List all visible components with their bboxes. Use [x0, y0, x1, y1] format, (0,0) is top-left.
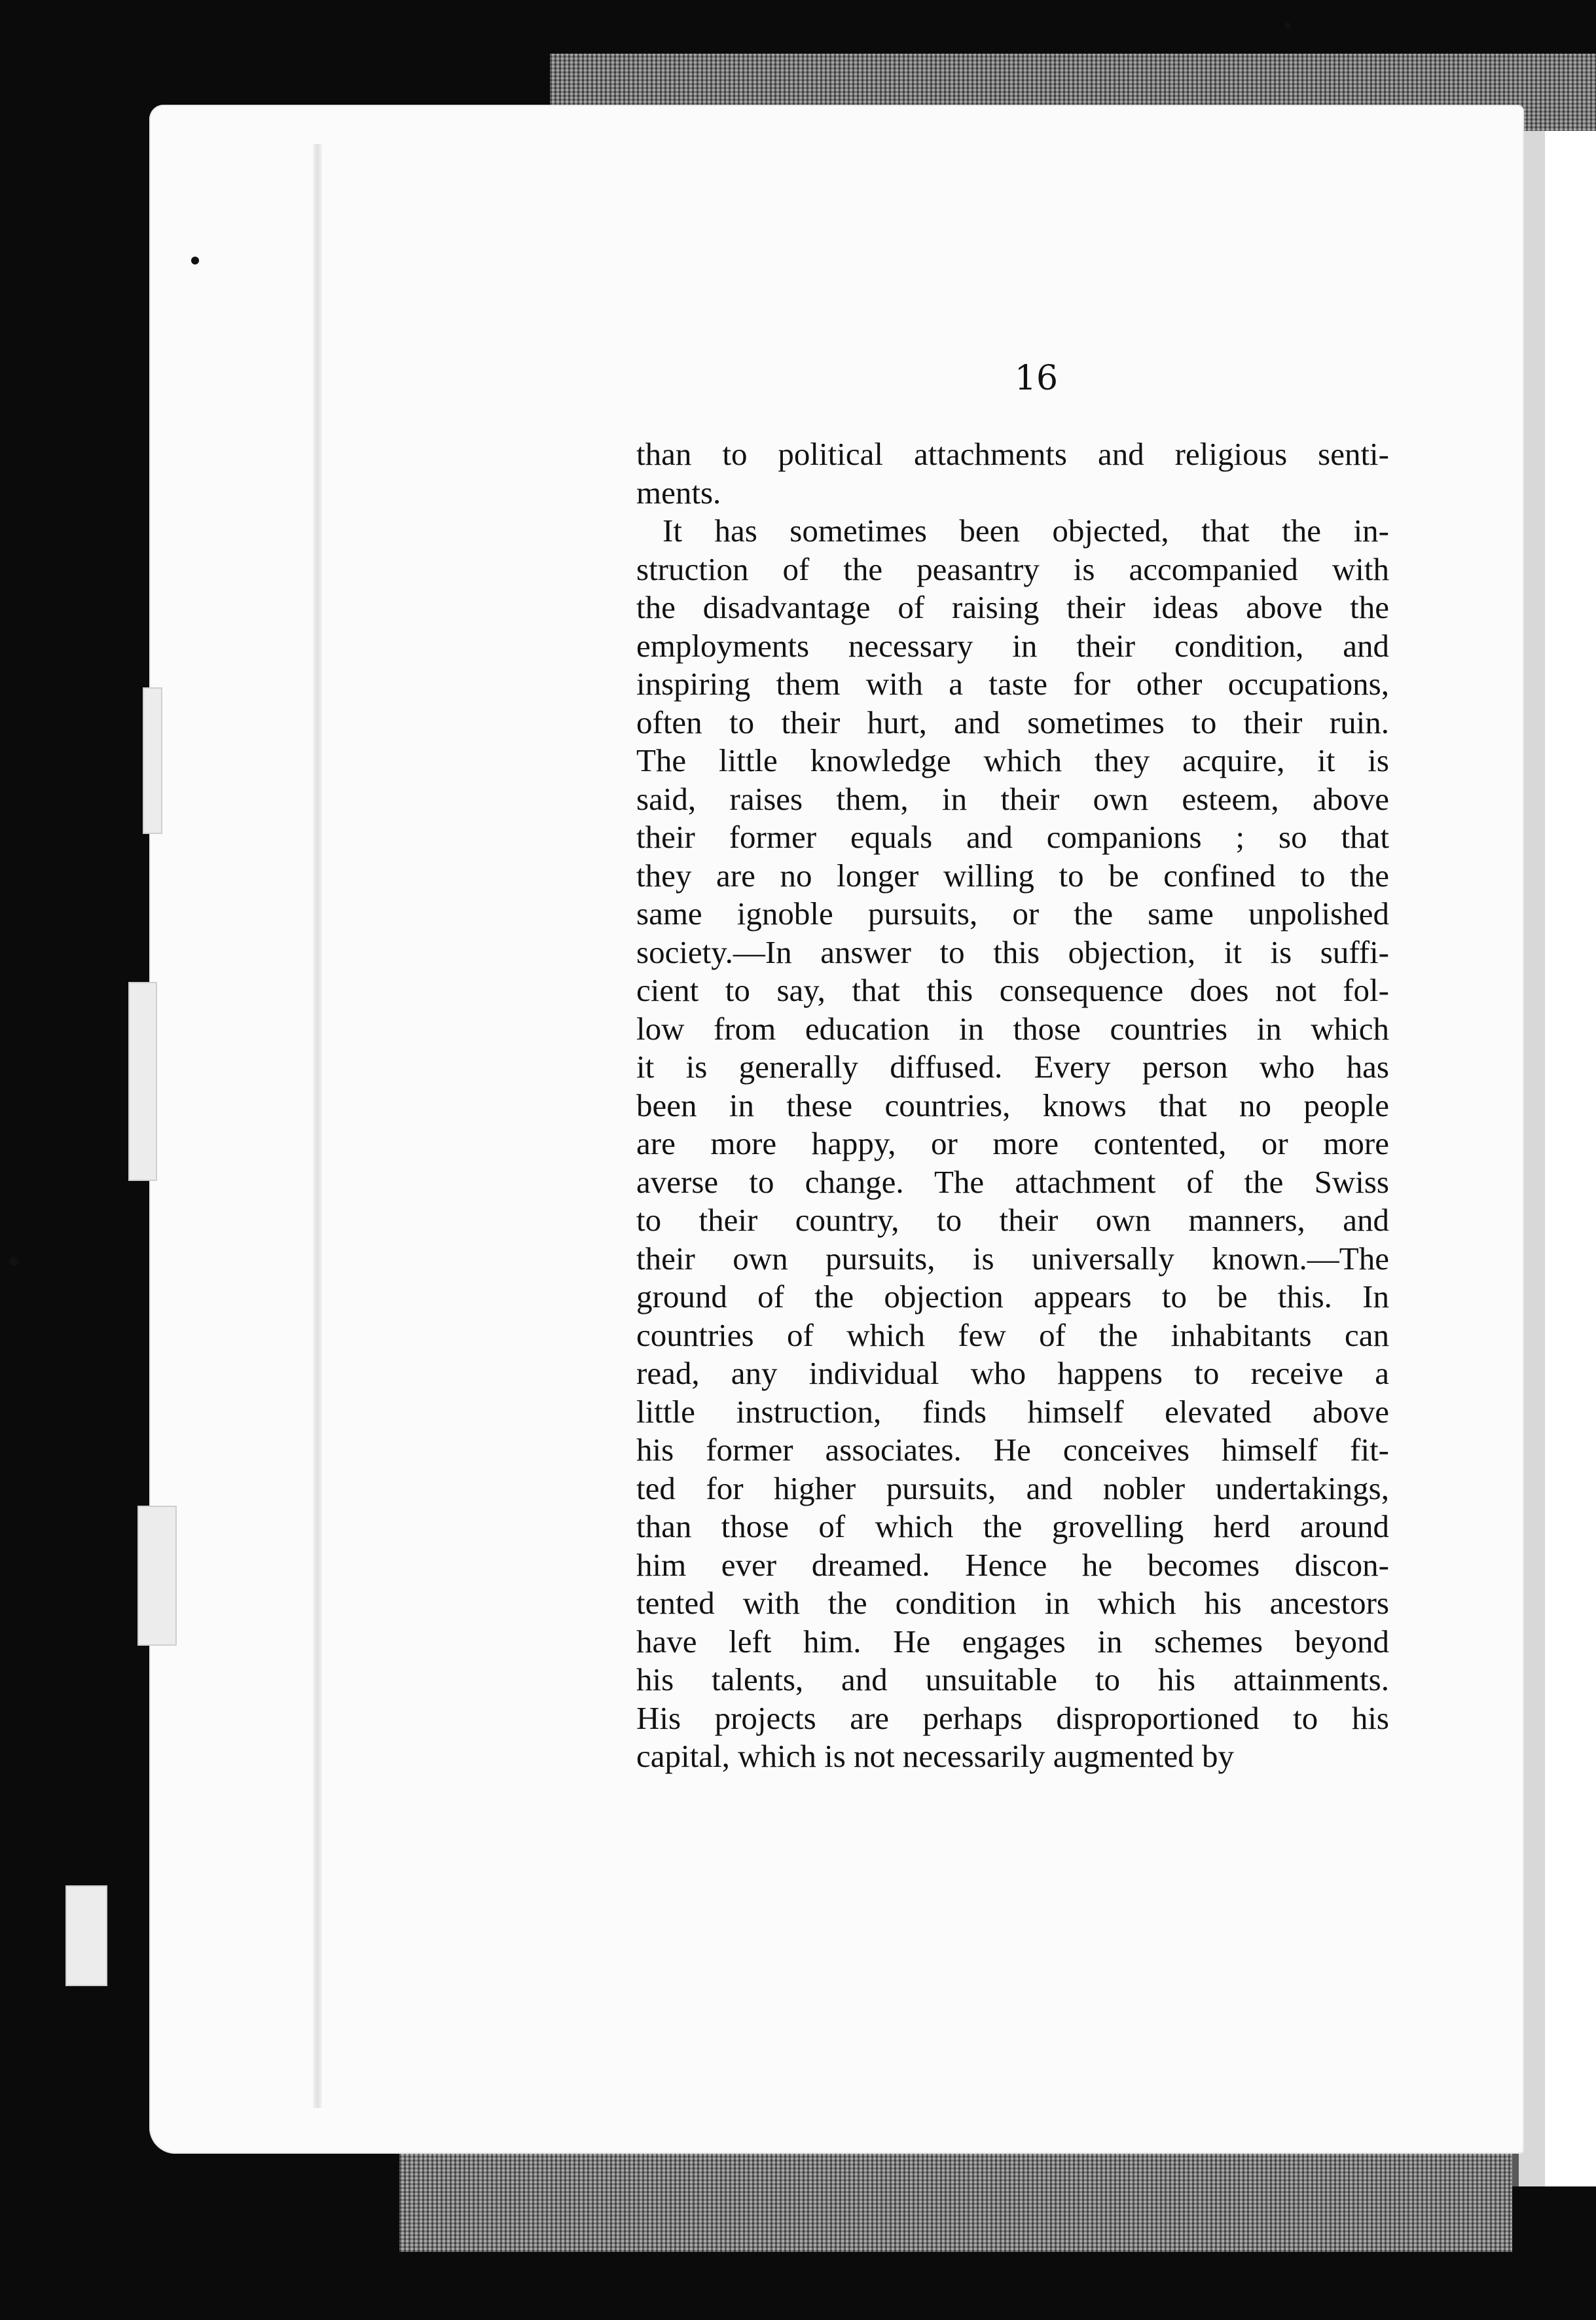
speck [9, 1257, 18, 1266]
text-line: they are no longer willing to be confined to the [636, 857, 1389, 894]
text-line: often to their hurt, and sometimes to their ruin. [636, 704, 1389, 740]
text-line: His projects are perhaps disproportioned to his [636, 1699, 1389, 1736]
text-line: his talents, and unsuitable to his attainments. [636, 1661, 1389, 1697]
page-number: 16 [1014, 359, 1059, 398]
text-line: society.—In answer to this objection, it is suffi- [636, 933, 1389, 970]
text-line: have left him. He engages in schemes beyond [636, 1623, 1389, 1659]
page-gutter-shadow [313, 144, 322, 2108]
text-line: same ignoble pursuits, or the same unpolished [636, 896, 1389, 932]
text-line: ground of the objection appears to be this. In [636, 1278, 1389, 1314]
text-line: to their country, to their own manners, and [636, 1202, 1389, 1238]
text-line: their former equals and companions ; so that [636, 819, 1389, 855]
text-line: The little knowledge which they acquire, it is [636, 742, 1389, 778]
text-line: his former associates. He conceives himself fit- [636, 1432, 1389, 1468]
text-line: employments necessary in their condition, and [636, 627, 1389, 664]
text-line: than those of which the grovelling herd around [636, 1508, 1389, 1544]
text-line: him ever dreamed. Hence he becomes discon- [636, 1546, 1389, 1583]
text-line: low from education in those countries in which [636, 1010, 1389, 1047]
text-line: their own pursuits, is universally known.—The [636, 1240, 1389, 1277]
text-line: ted for higher pursuits, and nobler undertakings, [636, 1470, 1389, 1506]
text-line: countries of which few of the inhabitants can [636, 1316, 1389, 1353]
speck [191, 257, 199, 264]
text-line: cient to say, that this consequence does not fol- [636, 972, 1389, 1008]
text-line: averse to change. The attachment of the Swiss [636, 1163, 1389, 1200]
text-line: the disadvantage of raising their ideas above the [636, 589, 1389, 625]
text-line: been in these countries, knows that no people [636, 1087, 1389, 1123]
text-line: little instruction, finds himself elevated above [636, 1393, 1389, 1430]
body-text [636, 435, 1389, 1776]
text-line: struction of the peasantry is accompanied with [636, 551, 1389, 587]
text-line: inspiring them with a taste for other occupations, [636, 666, 1389, 702]
text-line: It has sometimes been objected, that the in- [662, 513, 1389, 549]
text-line: said, raises them, in their own esteem, above [636, 780, 1389, 817]
text-line: read, any individual who happens to receive a [636, 1355, 1389, 1391]
text-line: are more happy, or more contented, or more [636, 1125, 1389, 1161]
text-line: tented with the condition in which his ancestors [636, 1585, 1389, 1621]
text-line: capital, which is not necessarily augmented by [636, 1738, 1235, 1774]
torn-edge-fragment [137, 1506, 177, 1646]
speck [1284, 22, 1291, 29]
torn-edge-fragment [65, 1885, 107, 1986]
text-line: ments. [636, 474, 721, 511]
torn-edge-fragment [128, 982, 157, 1181]
torn-edge-fragment [143, 687, 162, 834]
text-line: it is generally diffused. Every person who has [636, 1049, 1389, 1085]
cloth-binding-bottom [399, 2154, 1512, 2252]
text-line: than to political attachments and religious senti- [636, 436, 1389, 472]
